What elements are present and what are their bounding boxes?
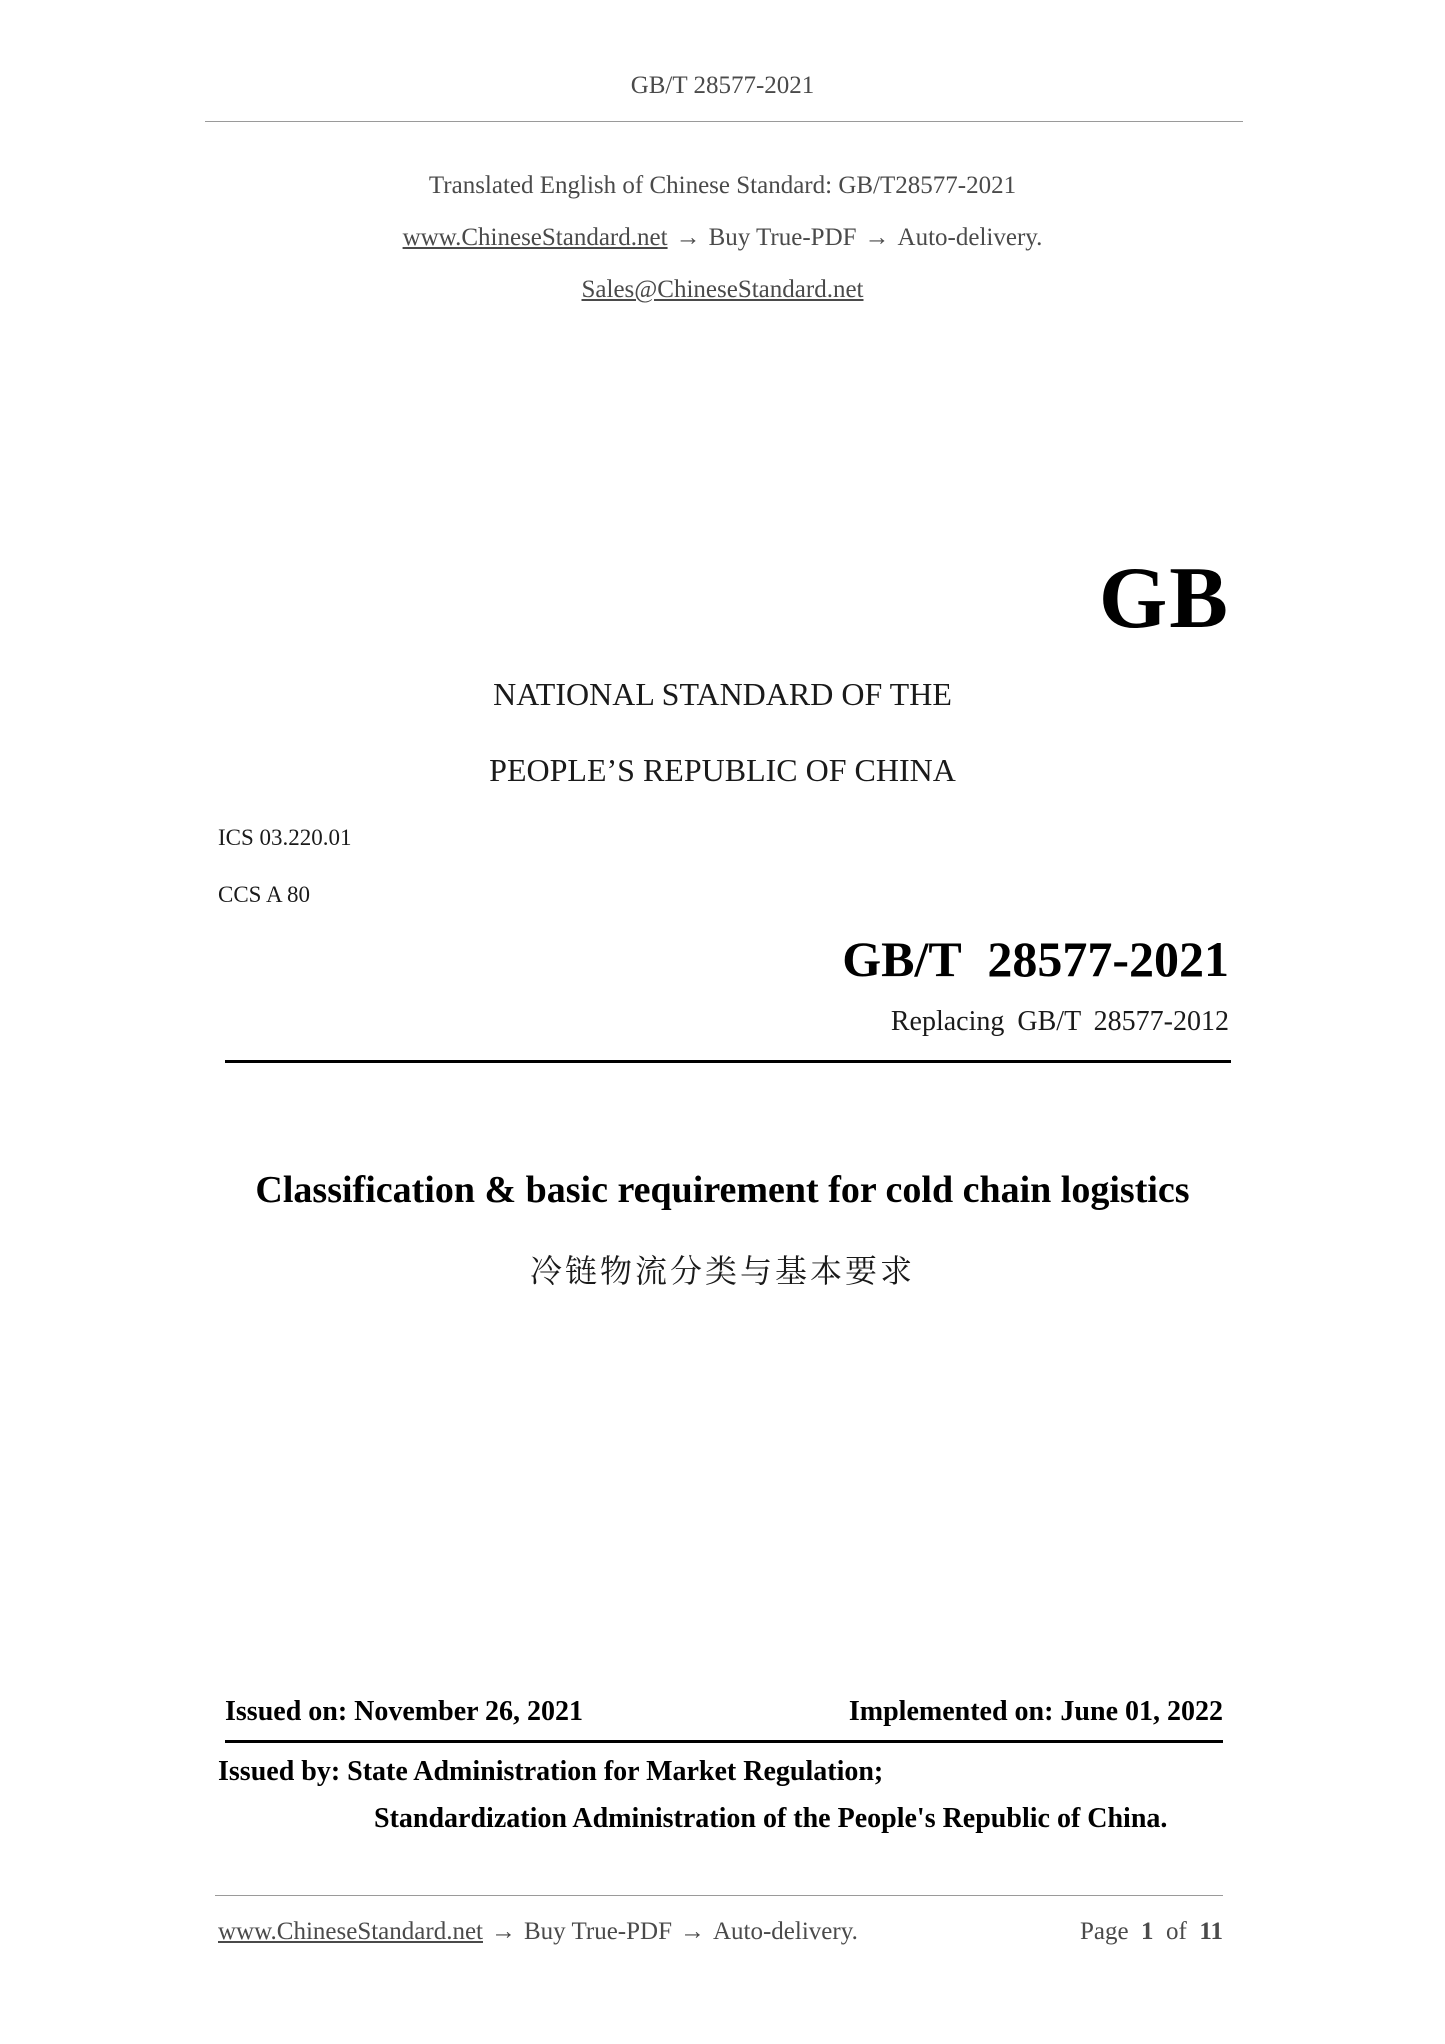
title-english: Classification & basic requirement for cold chain logistics	[255, 1169, 1190, 1211]
email-line	[0, 276, 1445, 304]
footer-delivery-text: Auto-delivery.	[712, 1918, 858, 1945]
gb-mark: GB	[1098, 550, 1230, 647]
issued-by-line1: Issued by: State Administration for Market Regulation;	[218, 1756, 884, 1787]
page-of: of	[1166, 1918, 1187, 1945]
page-label: Page	[1079, 1918, 1129, 1945]
page-current: 1	[1141, 1918, 1154, 1945]
page-total: 11	[1199, 1918, 1223, 1945]
national-standard-line1: NATIONAL STANDARD OF THE	[493, 676, 952, 712]
title-divider	[225, 1060, 1231, 1063]
arrow-right-icon: →	[675, 224, 701, 251]
national-standard-line2: PEOPLE’S REPUBLIC OF CHINA	[489, 752, 956, 788]
header-divider	[205, 121, 1243, 122]
site-link[interactable]: www.ChineseStandard.net	[402, 224, 668, 251]
purchase-line	[0, 224, 1445, 252]
standard-number: GB/T 28577-2021	[842, 931, 1229, 987]
footer-divider	[215, 1895, 1223, 1896]
footer-purchase-line	[218, 1918, 858, 1946]
title-chinese: 冷链物流分类与基本要求	[529, 1252, 915, 1290]
replacing-note: Replacing GB/T 28577-2012	[890, 1006, 1229, 1037]
arrow-right-icon: →	[864, 224, 890, 251]
translation-notice: Translated English of Chinese Standard: GB/T28577-2021	[428, 172, 1017, 199]
delivery-text: Auto-delivery.	[897, 224, 1043, 251]
footer-site-link[interactable]: www.ChineseStandard.net	[218, 1918, 483, 1945]
issued-by-line2: Standardization Administration of the People's Republic of China.	[374, 1803, 1168, 1834]
issued-divider	[225, 1740, 1223, 1743]
running-header: GB/T 28577-2021	[630, 72, 815, 99]
implemented-on-date: Implemented on: June 01, 2022	[848, 1696, 1223, 1727]
page-indicator	[1080, 1918, 1223, 1946]
email-link[interactable]: Sales@ChineseStandard.net	[581, 276, 864, 303]
footer-buy-text: Buy True-PDF	[524, 1918, 672, 1945]
arrow-right-icon: →	[491, 1918, 516, 1945]
issued-on-date: Issued on: November 26, 2021	[225, 1696, 584, 1727]
ccs-code: CCS A 80	[218, 882, 311, 907]
buy-text: Buy True-PDF	[708, 224, 857, 251]
ics-code: ICS 03.220.01	[218, 825, 352, 850]
arrow-right-icon: →	[679, 1918, 705, 1945]
